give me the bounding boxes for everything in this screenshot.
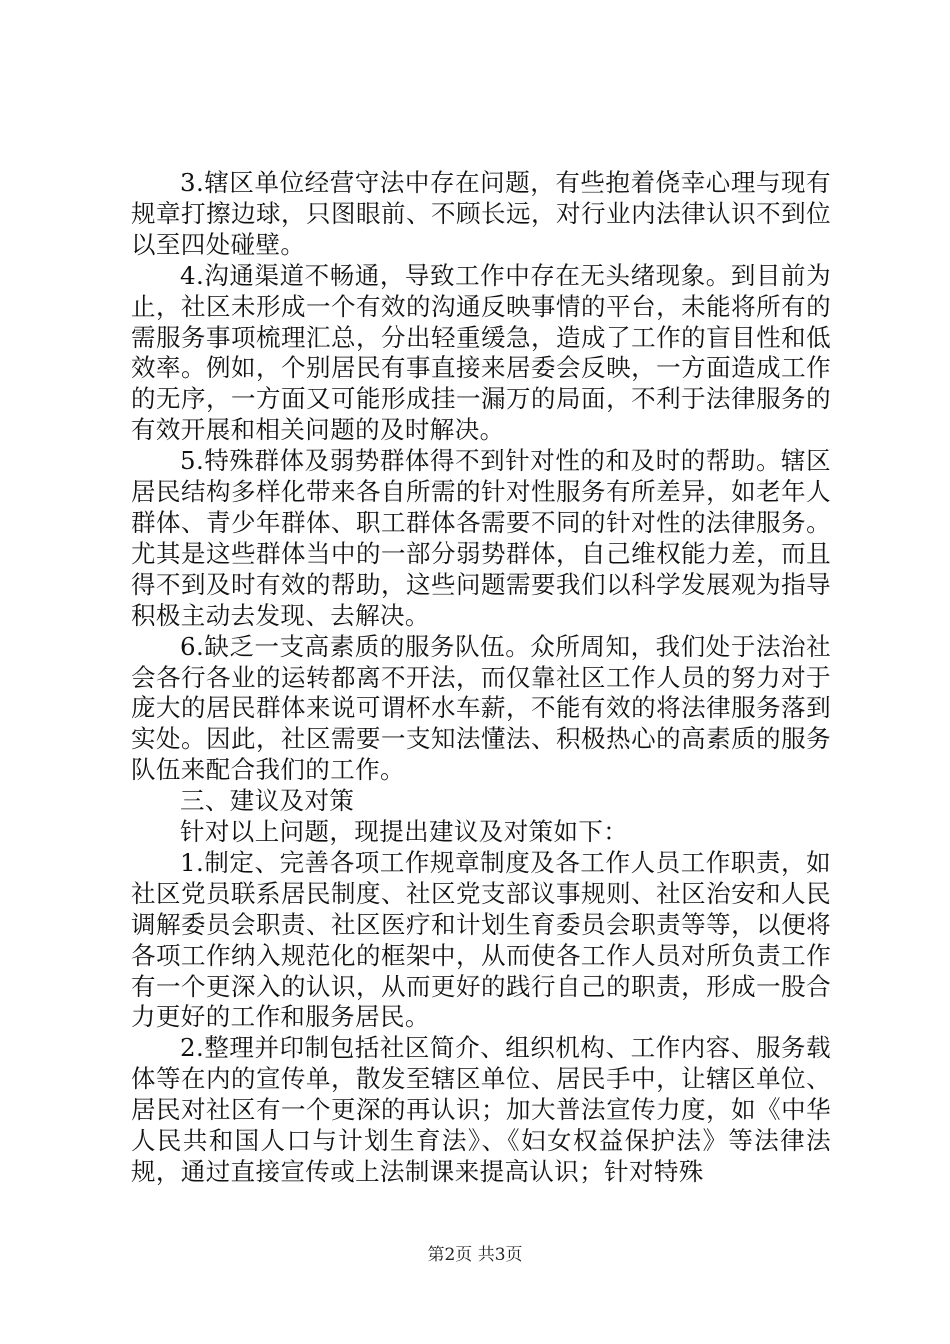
paragraph-item-4: 4.沟通渠道不畅通，导致工作中存在无头绪现象。到目前为止，社区未形成一个有效的沟通反映事情的平台，未能将所有的需服务事项梳理汇总，分出轻重缓急，造成了工作的盲目性和低效率。例如，个别居民有事直接来居委会反映，一方面造成工作的无序，一方面又可能形成挂一漏万的局面，不利于法律服务的有效开展和相关问题的及时解决。: [131, 260, 831, 445]
paragraph-item-6: 6.缺乏一支高素质的服务队伍。众所周知，我们处于法治社会各行各业的运转都离不开法，而仅靠社区工作人员的努力对于庞大的居民群体来说可谓杯水车薪，不能有效的将法律服务落到实处。因此，社区需要一支知法懂法、积极热心的高素质的服务队伍来配合我们的工作。: [131, 631, 831, 785]
suggestion-item-2: 2.整理并印制包括社区简介、组织机构、工作内容、服务载体等在内的宣传单，散发至辖区单位、居民手中，让辖区单位、居民对社区有一个更深的再认识；加大普法宣传力度，如《中华人民共和国人口与计划生育法》、《妇女权益保护法》等法律法规，通过直接宣传或上法制课来提高认识；针对特殊: [131, 1033, 831, 1186]
suggestion-item-1: 1.制定、完善各项工作规章制度及各工作人员工作职责，如社区党员联系居民制度、社区党支部议事规则、社区治安和人民调解委员会职责、社区医疗和计划生育委员会职责等等，以便将各项工作纳入规范化的框架中，从而使各工作人员对所负责工作有一个更深入的认识，从而更好的践行自己的职责，形成一股合力更好的工作和服务居民。: [131, 847, 831, 1032]
paragraph-item-5: 5.特殊群体及弱势群体得不到针对性的和及时的帮助。辖区居民结构多样化带来各自所需的针对性服务有所差异，如老年人群体、青少年群体、职工群体各需要不同的针对性的法律服务。尤其是这些群体当中的一部分弱势群体，自己维权能力差，而且得不到及时有效的帮助，这些问题需要我们以科学发展观为指导积极主动去发现、去解决。: [131, 446, 831, 630]
document-body: [131, 168, 831, 1188]
paragraph-item-3: 3.辖区单位经营守法中存在问题，有些抱着侥幸心理与现有规章打擦边球，只图眼前、不顾长远，对行业内法律认识不到位以至四处碰壁。: [131, 168, 831, 259]
page-footer: 第2页 共3页: [427, 1245, 523, 1265]
section-heading: 三、建议及对策: [180, 786, 355, 816]
section-intro: 针对以上问题，现提出建议及对策如下：: [180, 817, 629, 847]
